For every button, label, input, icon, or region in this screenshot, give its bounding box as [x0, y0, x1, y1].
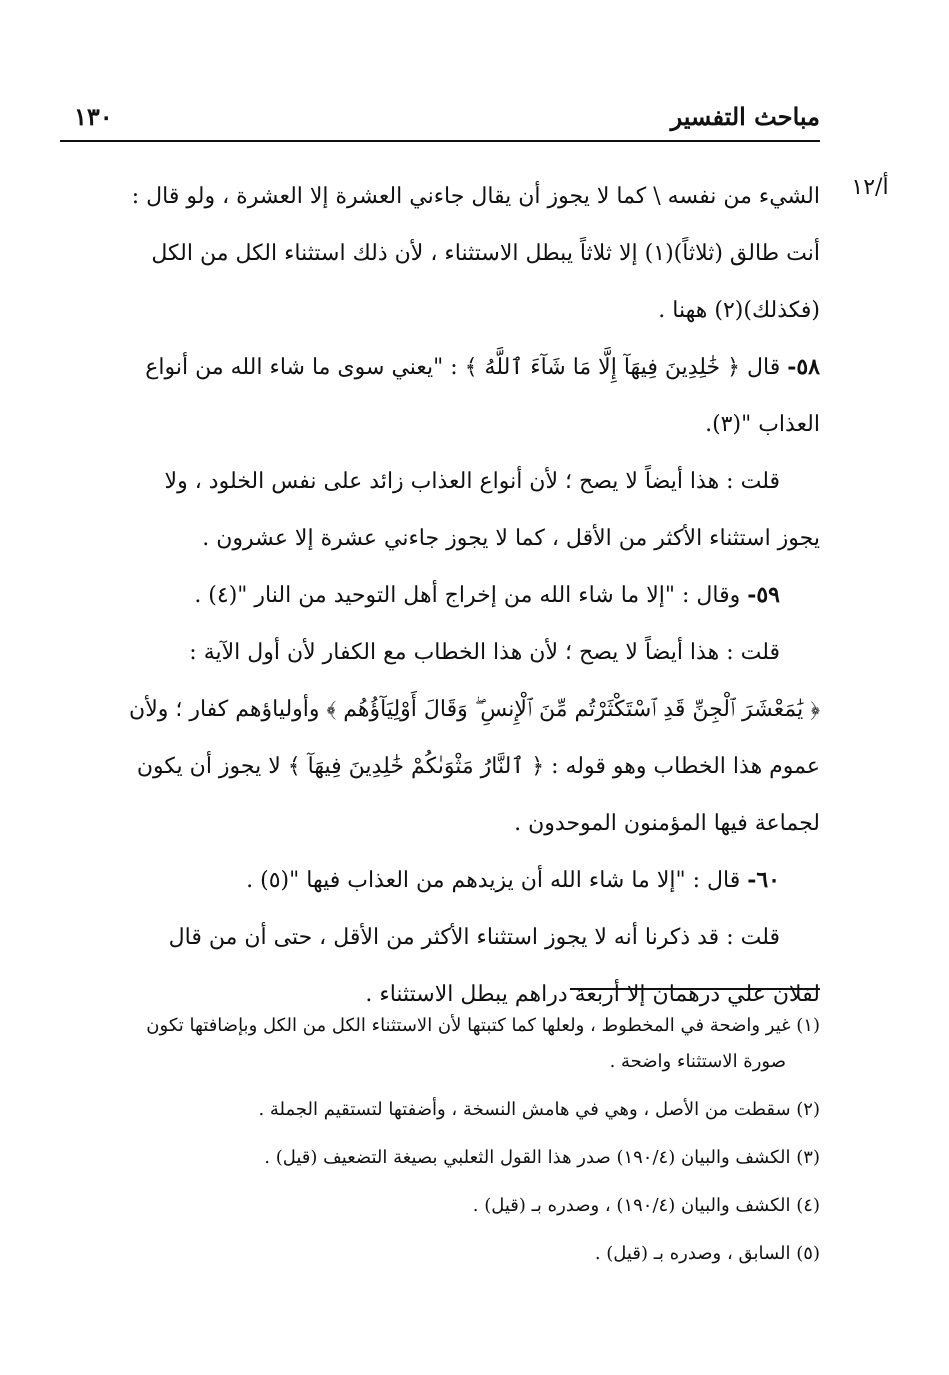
item-text: قال ﴿ خَٰلِدِينَ فِيهَآ إِلَّا مَا شَآءَ ٱللَّهُ ﴾ : "يعني سوى ما شاء الله من أنواع	[145, 355, 781, 380]
text-line: ﴿ يَٰمَعْشَرَ ٱلْجِنِّ قَدِ ٱسْتَكْثَرْتُم مِّنَ ٱلْإِنسِ ۖ وَقَالَ أَوْلِيَآؤُهُم ﴾ وأولياؤهم كفار ؛ ولأن	[129, 697, 820, 722]
item-text: قال : "إلا ما شاء الله أن يزيدهم من العذاب فيها "(٥) .	[246, 868, 741, 893]
item-60	[60, 852, 820, 909]
manuscript-folio-reference: أ/١٢	[851, 175, 889, 200]
footnote-1	[60, 1008, 820, 1080]
footnote-text: (١) غير واضحة في المخطوط ، ولعلها كما كتبتها لأن الاستثناء الكل من الكل وبإضافتها تكون	[146, 1015, 820, 1036]
item-number: ٦٠-	[747, 867, 780, 893]
text-line: الشيء من نفسه \ كما لا يجوز أن يقال جاءني العشرة إلا العشرة ، ولو قال :	[131, 184, 820, 209]
item-58	[60, 339, 820, 396]
page-header	[60, 100, 820, 142]
text-line: عموم هذا الخطاب وهو قوله : ﴿ ٱلنَّارُ مَثْوَىٰكُمْ خَٰلِدِينَ فِيهَآ ﴾ لا يجوز أن يكون	[136, 754, 820, 779]
text-line: قلت : هذا أيضاً لا يصح ؛ لأن أنواع العذاب زائد على نفس الخلود ، ولا	[164, 469, 780, 494]
text-line: قلت : قد ذكرنا أنه لا يجوز استثناء الأكثر من الأقل ، حتى أن من قال	[168, 925, 780, 950]
text-line: لفلان علي درهمان إلا أربعة دراهم يبطل الاستثناء .	[365, 982, 820, 1007]
text-line: قلت : هذا أيضاً لا يصح ؛ لأن هذا الخطاب مع الكفار لأن أول الآية :	[189, 640, 780, 665]
main-text	[60, 168, 820, 1023]
footnote-text: صورة الاستثناء واضحة .	[609, 1051, 786, 1072]
item-number: ٥٨-	[787, 354, 820, 380]
footnotes	[60, 1008, 820, 1284]
text-line: أنت طالق (ثلاثاً)(١) إلا ثلاثاً يبطل الاستثناء ، لأن ذلك استثناء الكل من الكل	[151, 241, 820, 266]
footnote-3: (٣) الكشف والبيان (١٩٠/٤) صدر هذا القول الثعلبي بصيغة التضعيف (قيل) .	[264, 1147, 820, 1168]
running-title: مباحث التفسير	[670, 102, 820, 131]
footnote-2: (٢) سقطت من الأصل ، وهي في هامش النسخة ، وأضفتها لتستقيم الجملة .	[258, 1099, 820, 1120]
item-59	[60, 567, 820, 624]
text-line: يجوز استثناء الأكثر من الأقل ، كما لا يجوز جاءني عشرة إلا عشرون .	[202, 526, 820, 551]
text-line: لجماعة فيها المؤمنون الموحدون .	[514, 811, 820, 836]
footnote-divider	[570, 988, 820, 990]
page-number: ١٣٠	[74, 102, 113, 131]
text-line: العذاب "(٣).	[705, 412, 820, 437]
item-text: وقال : "إلا ما شاء الله من إخراج أهل التوحيد من النار "(٤) .	[194, 583, 741, 608]
item-number: ٥٩-	[747, 582, 780, 608]
text-line: (فكذلك)(٢) ههنا .	[658, 298, 820, 323]
footnote-4: (٤) الكشف والبيان (١٩٠/٤) ، وصدره بـ (قيل) .	[472, 1195, 820, 1216]
footnote-5: (٥) السابق ، وصدره بـ (قيل) .	[594, 1243, 820, 1264]
